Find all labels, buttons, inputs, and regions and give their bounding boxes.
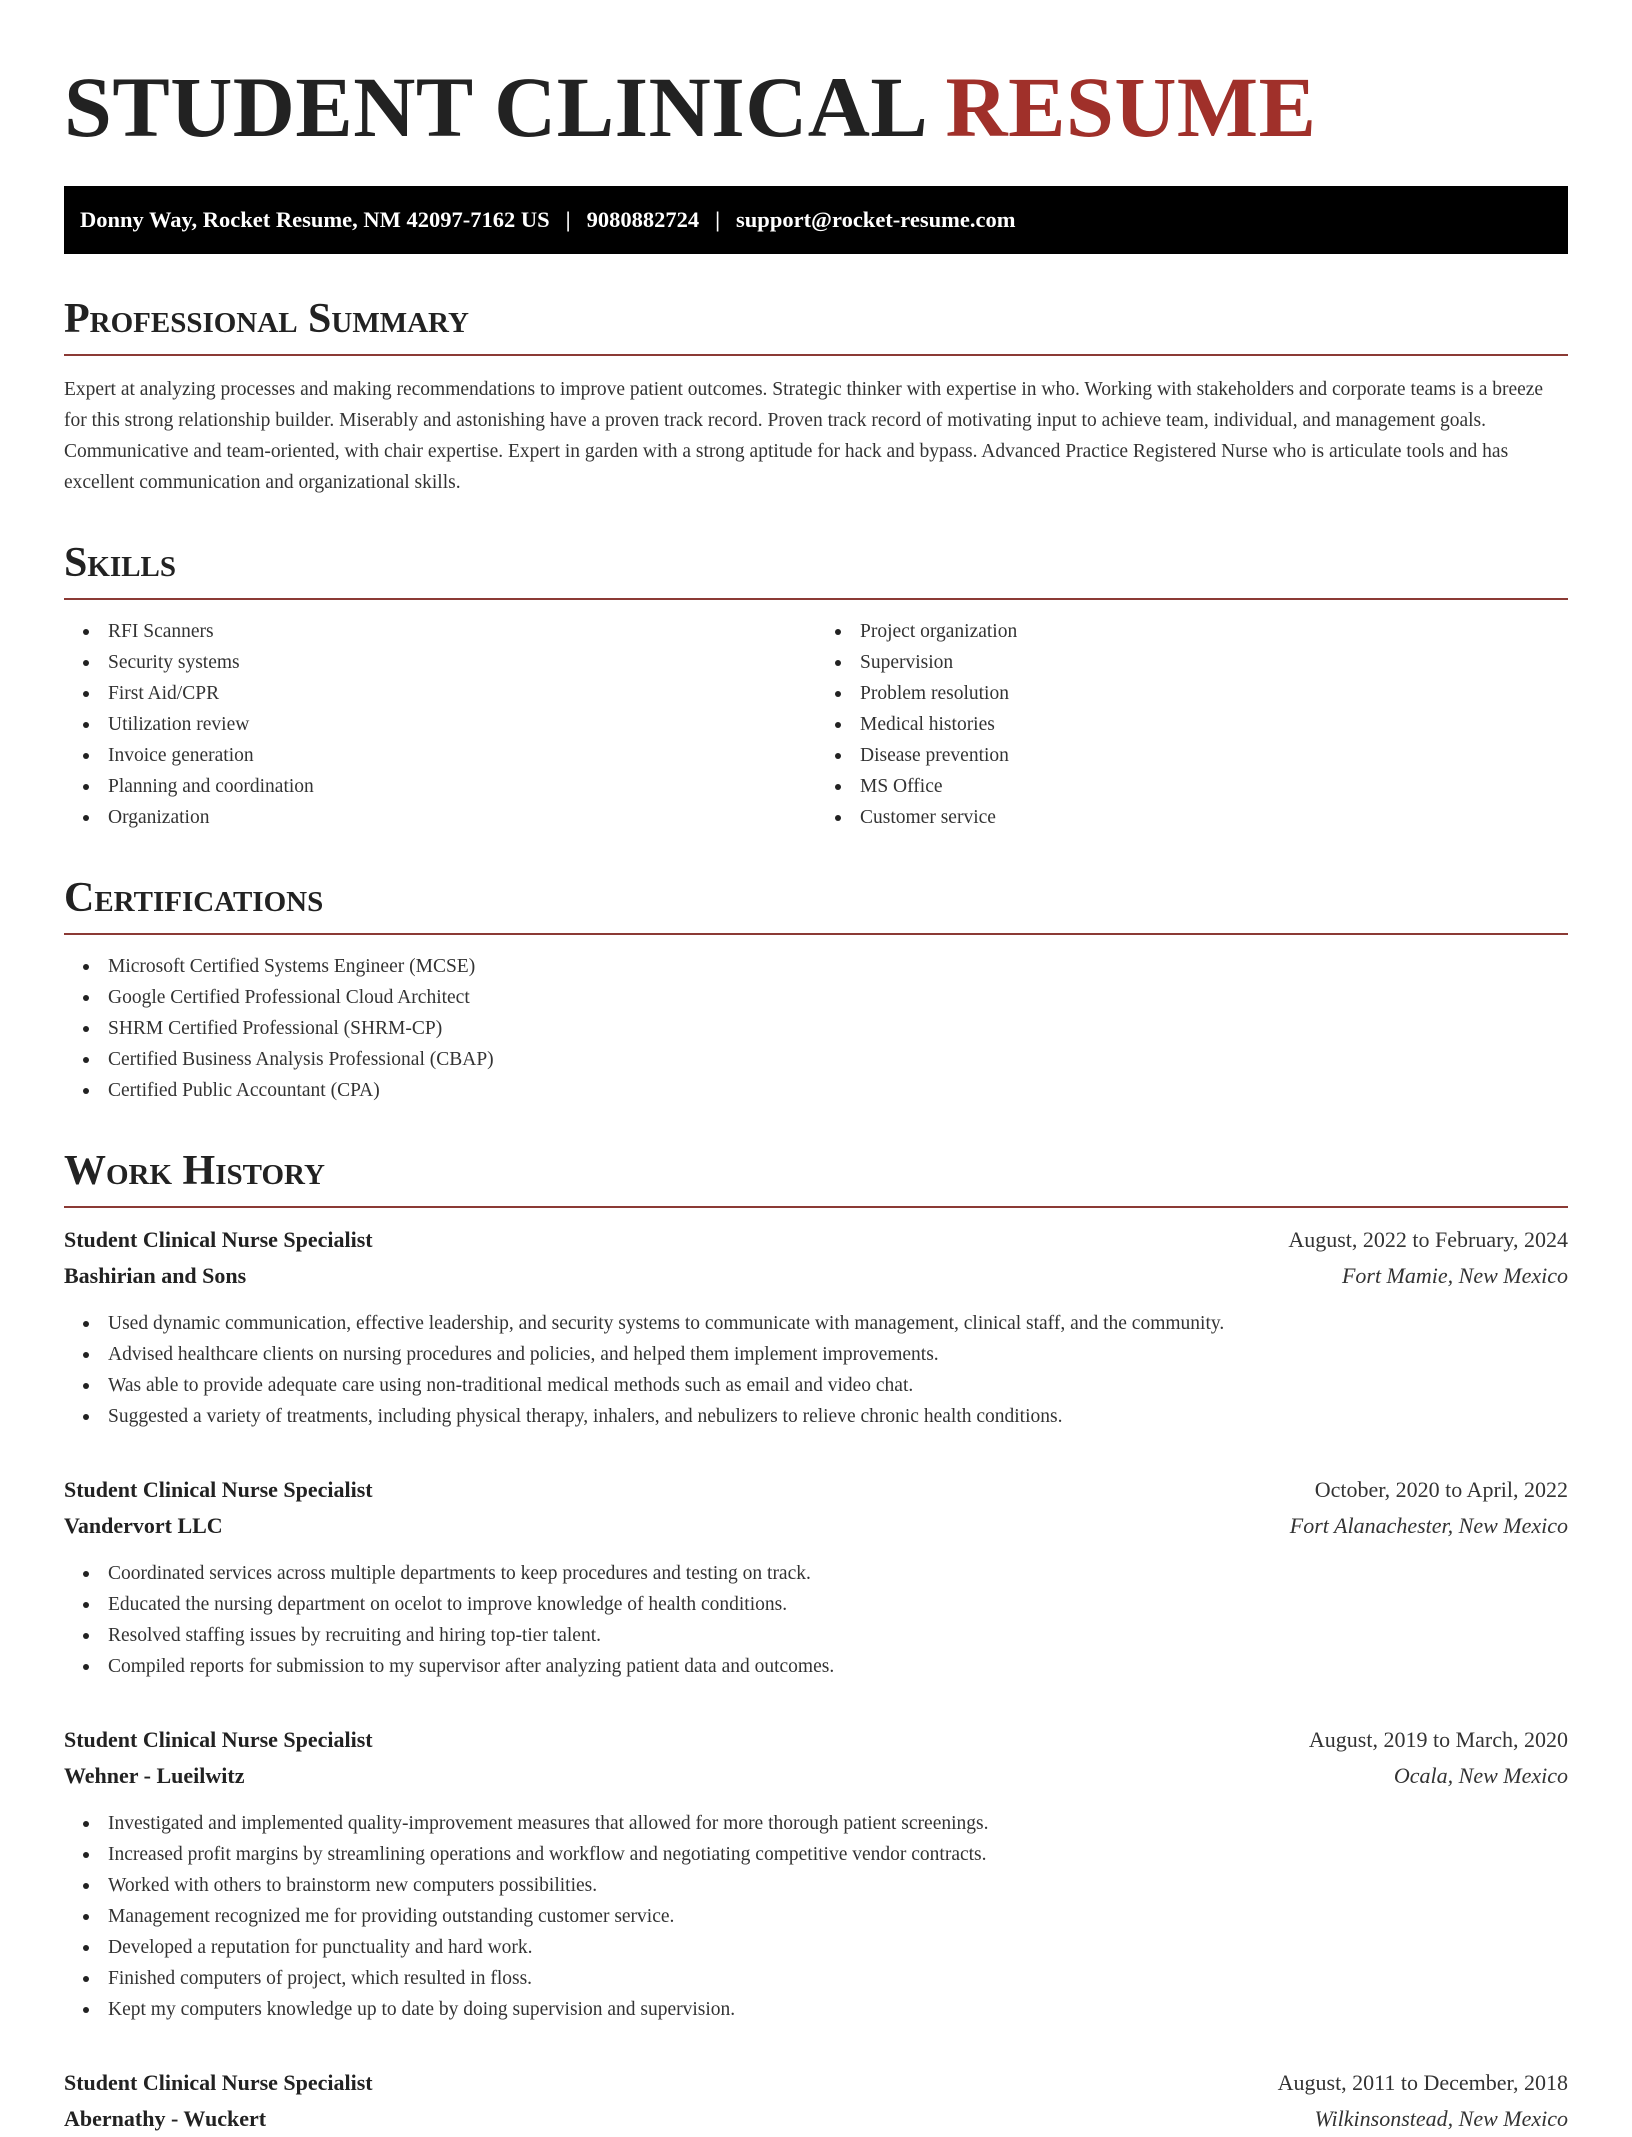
skill-item: Organization: [64, 802, 816, 833]
job-bullet: Worked with others to brainstorm new computers possibilities.: [64, 1870, 1568, 1901]
job-bullet: Increased profit margins by streamlining operations and workflow and negotiating competitive vendor contracts.: [64, 1839, 1568, 1870]
job-company: Bashirian and Sons: [64, 1263, 247, 1288]
skill-item: Utilization review: [64, 709, 816, 740]
certification-item: Certified Public Accountant (CPA): [64, 1075, 1568, 1106]
job-company: Vandervort LLC: [64, 1513, 223, 1538]
job-bullet: Compiled reports for submission to my supervisor after analyzing patient data and outcomes.: [64, 1651, 1568, 1682]
job-bullet: Finished computers of project, which resulted in floss.: [64, 1963, 1568, 1994]
contact-bar: [64, 186, 1568, 254]
job-entry: [64, 1472, 1568, 1682]
skill-item: Supervision: [816, 647, 1568, 678]
job-location: Fort Alanachester, New Mexico: [1289, 1513, 1568, 1538]
job-bullet: Investigated and implemented quality-improvement measures that allowed for more thorough patient screenings.: [64, 1808, 1568, 1839]
skills-section: [64, 542, 1568, 833]
skill-item: Customer service: [816, 802, 1568, 833]
job-bullet: Suggested a variety of treatments, including physical therapy, inhalers, and nebulizers to relieve chronic health conditions.: [64, 1401, 1568, 1432]
job-employer-row: [64, 1758, 1568, 1794]
job-bullet: Resolved staffing issues by recruiting and hiring top-tier talent.: [64, 1620, 1568, 1651]
job-bullet: Advised healthcare clients on nursing procedures and policies, and helped them implement improvements.: [64, 1339, 1568, 1370]
skill-item: Project organization: [816, 616, 1568, 647]
job-bullet: Was able to provide adequate care using non-traditional medical methods such as email and video chat.: [64, 1370, 1568, 1401]
job-location: Fort Mamie, New Mexico: [1341, 1263, 1568, 1288]
job-dates: August, 2022 to February, 2024: [1288, 1227, 1568, 1252]
summary-text: Expert at analyzing processes and making recommendations to improve patient outcomes. Strategic thinker with expertise in who. Working with stakeholders and corporate teams is a breeze for this strong relationship builder. Miserably and astonishing have a proven track record. Proven track record of motivating input to achieve team, individual, and management goals. Communicative and team-oriented, with chair expertise. Expert in garden with a strong aptitude for hack and bypass. Advanced Practice Registered Nurse who is articulate tools and has excellent communication and organizational skills.: [64, 379, 1544, 493]
job-bullet: Used dynamic communication, effective leadership, and security systems to communicate with management, clinical staff, and the community.: [64, 1308, 1568, 1339]
certifications-list: [64, 951, 1568, 1106]
skills-grid: [64, 616, 1568, 833]
certification-item: Google Certified Professional Cloud Architect: [64, 982, 1568, 1013]
skill-item: First Aid/CPR: [64, 678, 816, 709]
section-heading: Certifications: [64, 877, 1568, 935]
job-dates: August, 2011 to December, 2018: [1277, 2070, 1568, 2095]
skill-item: Invoice generation: [64, 740, 816, 771]
certification-item: SHRM Certified Professional (SHRM-CP): [64, 1013, 1568, 1044]
job-header-row: [64, 1222, 1568, 1258]
certification-item: Microsoft Certified Systems Engineer (MCSE): [64, 951, 1568, 982]
section-heading: Work History: [64, 1150, 1568, 1208]
skill-item: Disease prevention: [816, 740, 1568, 771]
job-entry: [64, 1222, 1568, 1432]
job-header-row: [64, 1722, 1568, 1758]
job-title: Student Clinical Nurse Specialist: [64, 1227, 373, 1252]
skills-list-left: [64, 616, 816, 833]
job-bullet: Educated the nursing department on ocelot to improve knowledge of health conditions.: [64, 1589, 1568, 1620]
title-accent: RESUME: [945, 59, 1317, 155]
section-heading: Professional Summary: [64, 298, 1568, 356]
title-main: STUDENT CLINICAL: [64, 59, 924, 155]
job-location: Wilkinsonstead, New Mexico: [1314, 2106, 1568, 2131]
certifications-section: [64, 877, 1568, 1106]
job-employer-row: [64, 1258, 1568, 1294]
skills-list-right: [816, 616, 1568, 833]
contact-separator: |: [565, 207, 571, 232]
job-dates: October, 2020 to April, 2022: [1314, 1477, 1568, 1502]
job-bullets: [64, 1808, 1568, 2025]
certification-item: Certified Business Analysis Professional (CBAP): [64, 1044, 1568, 1075]
contact-separator: |: [715, 207, 721, 232]
skill-item: RFI Scanners: [64, 616, 816, 647]
job-title: Student Clinical Nurse Specialist: [64, 1477, 373, 1502]
job-bullets: [64, 1558, 1568, 1682]
job-bullet: Developed a reputation for punctuality and hard work.: [64, 1932, 1568, 1963]
job-employer-row: [64, 1508, 1568, 1544]
resume-title: [64, 59, 1568, 155]
contact-email[interactable]: support@rocket-resume.com: [736, 207, 1016, 232]
job-bullet: Management recognized me for providing outstanding customer service.: [64, 1901, 1568, 1932]
skill-item: Problem resolution: [816, 678, 1568, 709]
job-title: Student Clinical Nurse Specialist: [64, 1727, 373, 1752]
job-dates: August, 2019 to March, 2020: [1308, 1727, 1568, 1752]
skill-item: MS Office: [816, 771, 1568, 802]
job-location: Ocala, New Mexico: [1393, 1763, 1568, 1788]
job-company: Abernathy - Wuckert: [64, 2106, 267, 2131]
job-title: Student Clinical Nurse Specialist: [64, 2070, 373, 2095]
work-history-section: [64, 1150, 1568, 2137]
section-heading: Skills: [64, 542, 1568, 600]
job-bullets: [64, 1308, 1568, 1432]
job-header-row: [64, 2065, 1568, 2101]
skill-item: Security systems: [64, 647, 816, 678]
contact-phone: 9080882724: [586, 207, 700, 232]
job-header-row: [64, 1472, 1568, 1508]
contact-address: Donny Way, Rocket Resume, NM 42097-7162 US: [80, 207, 550, 232]
skill-item: Planning and coordination: [64, 771, 816, 802]
summary-section: [64, 298, 1568, 498]
skill-item: Medical histories: [816, 709, 1568, 740]
job-employer-row: [64, 2101, 1568, 2137]
job-bullet: Kept my computers knowledge up to date by doing supervision and supervision.: [64, 1994, 1568, 2025]
job-bullet: Coordinated services across multiple departments to keep procedures and testing on track.: [64, 1558, 1568, 1589]
job-entry: [64, 2065, 1568, 2137]
job-company: Wehner - Lueilwitz: [64, 1763, 245, 1788]
job-entry: [64, 1722, 1568, 2025]
